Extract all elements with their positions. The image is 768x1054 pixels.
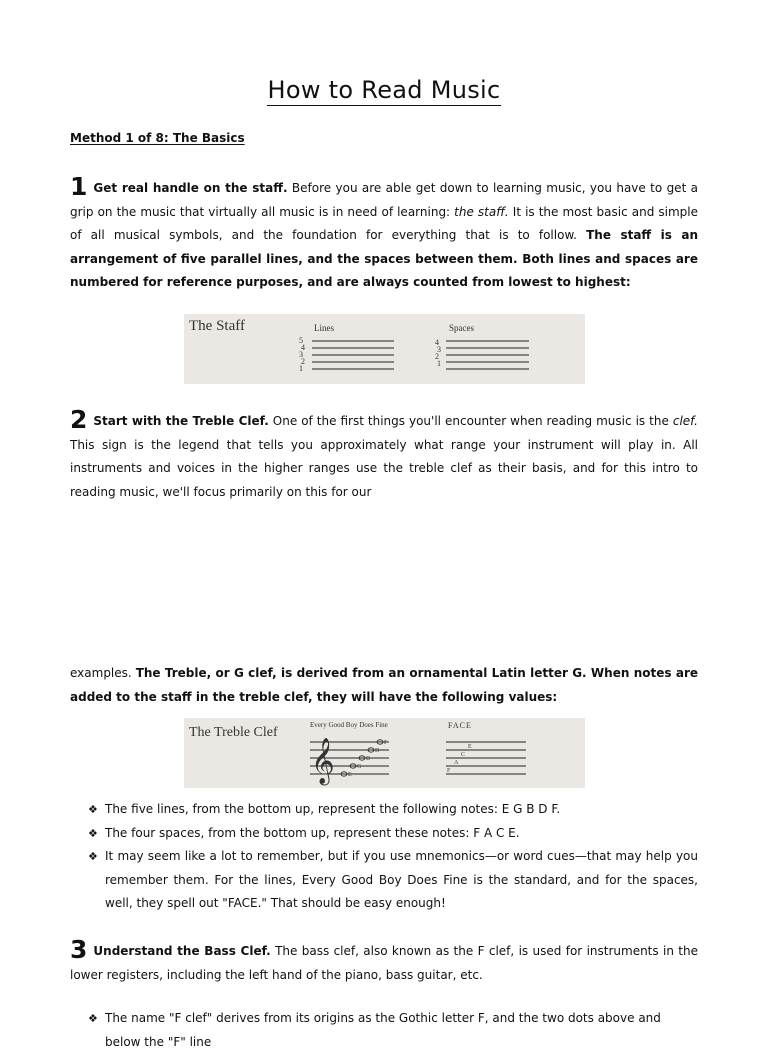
staff-figure — [184, 314, 585, 384]
face-staff — [446, 742, 526, 774]
line-numbers — [299, 336, 305, 373]
space-numbers — [435, 338, 441, 368]
step-lead: Start with the Treble Clef. — [93, 414, 269, 428]
page-title: How to Read Music — [267, 76, 501, 104]
note-label: F — [447, 768, 451, 774]
bullet-icon: ❖ — [88, 1012, 98, 1025]
step-2-paragraph: 2 Start with the Treble Clef. One of the first things you'll encounter when reading music is the clef. This sign is the legend that tells you approximately what range your instrument will play in. All instruments and voices in the higher ranges use the treble clef as their basis, and for this intro to reading music, we'll focus primarily on this for our — [70, 405, 698, 499]
spaces-caption: FACE — [448, 721, 472, 730]
space-number: 2 — [435, 352, 439, 361]
line-number: 4 — [301, 343, 305, 352]
line-number: 2 — [301, 357, 305, 366]
step-number: 2 — [70, 405, 88, 434]
note-label: F — [384, 740, 388, 746]
staff-lines-spaces — [446, 341, 529, 369]
note-label: A — [454, 760, 459, 766]
list-item: ❖ It may seem like a lot to remember, but if you use mnemonics—or word cues—that may help you remember them. For the lines, Every Good Boy Does Fine is the standard, and for the spaces, well, they spell out "FACE." That should be easy enough! — [88, 845, 698, 916]
space-number: 4 — [435, 338, 439, 347]
note-label: G — [357, 764, 362, 770]
treble-clef-icon: 𝄞 — [311, 738, 335, 784]
line-notes — [341, 740, 388, 778]
line-number: 5 — [299, 336, 303, 345]
method-heading: Method 1 of 8: The Basics — [70, 131, 245, 145]
line-number: 1 — [299, 364, 303, 373]
note-label: B — [366, 756, 371, 762]
list-item: ❖ The four spaces, from the bottom up, represent these notes: F A C E. — [88, 822, 698, 846]
step-lead: Understand the Bass Clef. — [93, 944, 271, 958]
bullet-list — [88, 798, 698, 916]
step-lead: Get real handle on the staff. — [93, 181, 288, 195]
line-number: 3 — [299, 350, 303, 359]
step-number: 1 — [70, 172, 88, 201]
staff-lines — [312, 341, 394, 369]
list-item: ❖ The name "F clef" derives from its origins as the Gothic letter F, and the two dots above and below the "F" line — [88, 1007, 698, 1054]
space-number: 3 — [437, 345, 441, 354]
step-2-paragraph-continued: examples. The Treble, or G clef, is derived from an ornamental Latin letter G. When notes are added to the staff in the treble clef, they will have the following values: — [70, 666, 699, 704]
figure-title: The Treble Clef — [189, 725, 278, 740]
spaces-label: Spaces — [449, 323, 474, 333]
note-label: E — [468, 744, 472, 750]
space-number: 1 — [437, 359, 441, 368]
step-3-paragraph: 3 Understand the Bass Clef. The bass clef, also known as the F clef, is used for instruments in the lower registers, including the left hand of the piano, bass guitar, etc. — [70, 935, 698, 982]
note-label: C — [461, 752, 466, 758]
step-1-paragraph: 1 Get real handle on the staff. Before you are able get down to learning music, you have to get a grip on the music that virtually all music is in need of learning: the staff. It is the most basic and simple of all musical symbols, and the foundation for everything that is to follow. The staff is an arrangement of five parallel lines, and the spaces between them. Both lines and spaces are numbered for reference purposes, and are always counted from lowest to highest: — [70, 172, 699, 289]
space-notes — [447, 744, 472, 774]
bullet-icon: ❖ — [88, 850, 98, 863]
step-number: 3 — [70, 935, 88, 964]
figure-title: The Staff — [189, 318, 245, 334]
lines-label: Lines — [314, 323, 334, 333]
list-item: ❖ The five lines, from the bottom up, represent the following notes: E G B D F. — [88, 798, 698, 822]
treble-clef-figure — [184, 718, 585, 788]
bullet-icon: ❖ — [88, 803, 98, 816]
bullet-list — [88, 1007, 698, 1054]
lines-caption: Every Good Boy Does Fine — [310, 721, 388, 729]
bullet-icon: ❖ — [88, 826, 98, 840]
note-label: E — [348, 772, 352, 778]
note-label: D — [375, 748, 380, 754]
